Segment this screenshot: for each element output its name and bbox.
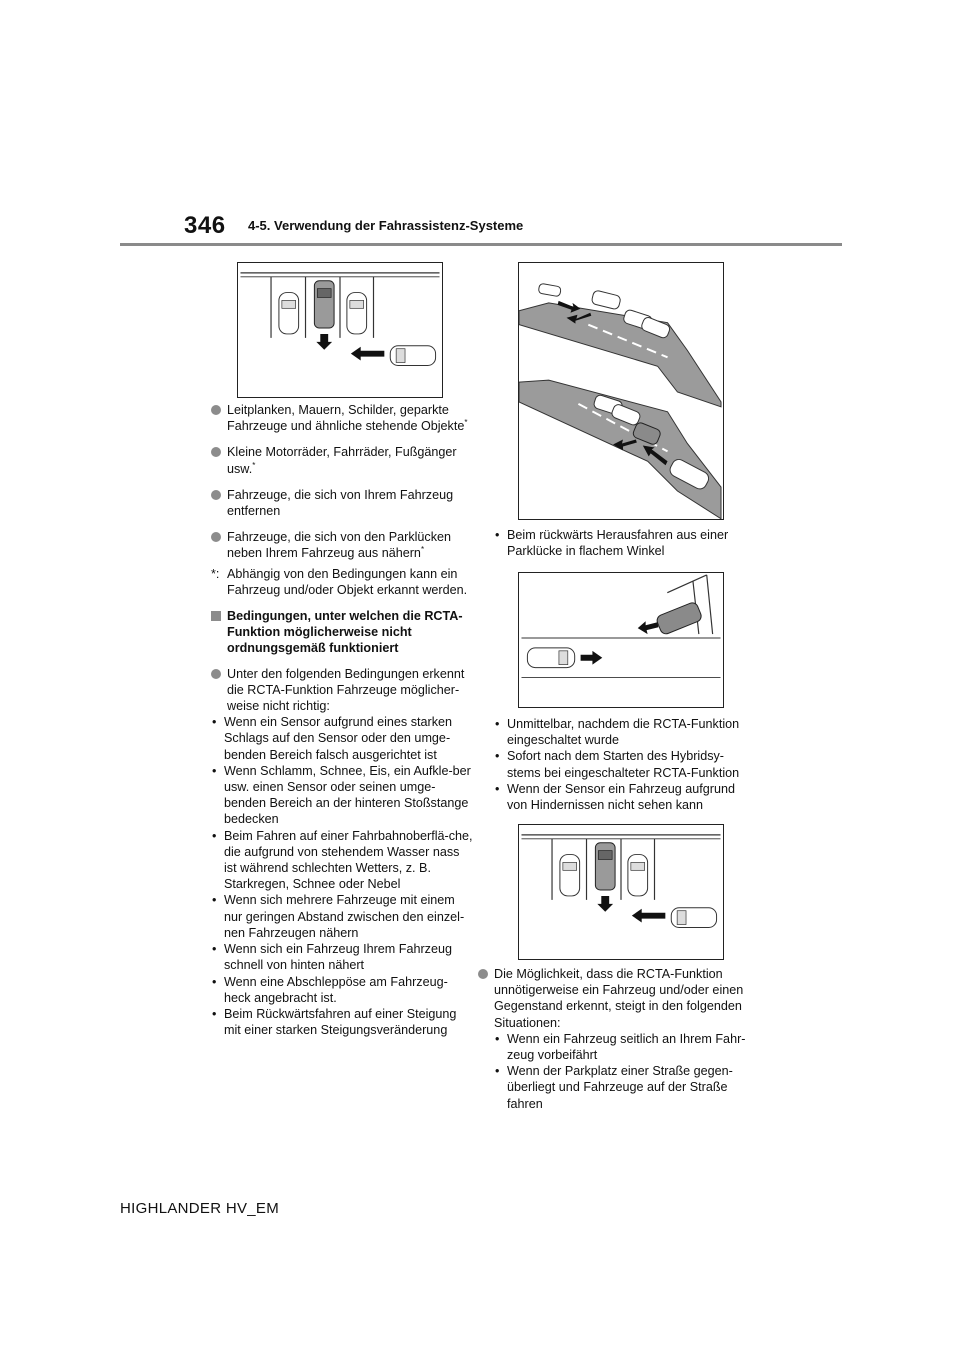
list-item: Unter den folgenden Bedingungen erkennt die RCTA-Funktion Fahrzeuge möglicher-weise nicht richtig: <box>211 666 473 715</box>
list-item: Leitplanken, Mauern, Schilder, geparkte Fahrzeuge und ähnliche stehende Objekte* <box>211 402 473 434</box>
list-item: Kleine Motorräder, Fahrräder, Fußgänger usw.* <box>211 444 473 476</box>
list-item: • Wenn der Sensor ein Fahrzeug aufgrund von Hindernissen nicht sehen kann <box>494 781 756 813</box>
bullet-icon <box>211 490 221 500</box>
list-item: • Beim Rückwärtsfahren auf einer Steigung mit einer starken Steigungsveränderung <box>211 1006 473 1038</box>
list-item: • Wenn eine Abschleppöse am Fahrzeug-heck angebracht ist. <box>211 974 473 1006</box>
list-item: • Beim Fahren auf einer Fahrbahnoberflä-che, die aufgrund von stehendem Wasser nass ist während schlechten Wetters, z. B. Starkregen, Schnee oder Nebel <box>211 828 473 893</box>
section-title: 4-5. Verwendung der Fahrassistenz-Systeme <box>248 218 524 233</box>
right-items-c <box>478 966 756 1112</box>
list-item: • Wenn sich mehrere Fahrzeuge mit einem nur geringen Abstand zwischen den einzel-nen Fahrzeugen nähern <box>211 892 473 941</box>
conditions-list <box>211 714 473 1038</box>
bullet-icon <box>211 669 221 679</box>
bullet-icon <box>211 532 221 542</box>
list-item: • Unmittelbar, nachdem die RCTA-Funktion eingeschaltet wurde <box>494 716 756 748</box>
heading-square-icon <box>211 611 221 621</box>
header-rule <box>120 243 842 246</box>
list-item: Fahrzeuge, die sich von Ihrem Fahrzeug entfernen <box>211 487 473 519</box>
right-items-b <box>494 716 756 813</box>
bullet-icon <box>211 405 221 415</box>
angled-parking-illustration <box>518 572 724 708</box>
list-item: • Wenn ein Fahrzeug seitlich an Ihrem Fahr-zeug vorbeifährt <box>494 1031 756 1063</box>
bullet-icon <box>478 969 488 979</box>
road-illustration-right <box>518 262 724 520</box>
list-item: • Wenn sich ein Fahrzeug Ihrem Fahrzeug schnell von hinten nähert <box>211 941 473 973</box>
footnote: *: Abhängig von den Bedingungen kann ein Fahrzeug und/oder Objekt erkannt werden. <box>211 566 468 597</box>
parking-illustration-left <box>237 262 443 398</box>
list-item: • Wenn Schlamm, Schnee, Eis, ein Aufkle-ber usw. einen Sensor oder seinen umge-benden Bereich an der hinteren Stoßstange bedecken <box>211 763 473 828</box>
list-item: Fahrzeuge, die sich von den Parklücken neben Ihrem Fahrzeug aus nähern* <box>211 529 473 561</box>
list-item: • Wenn der Parkplatz einer Straße gegen-überliegt und Fahrzeuge auf der Straße fahren <box>494 1063 756 1112</box>
parking-illustration-right <box>518 824 724 960</box>
list-item: • Beim rückwärts Herausfahren aus einer Parklücke in flachem Winkel <box>494 527 756 559</box>
list-item: • Wenn ein Sensor aufgrund eines starken Schlags auf den Sensor oder den umge-benden Bereich falsch ausgerichtet ist <box>211 714 473 763</box>
bullet-icon <box>211 447 221 457</box>
right-item-a <box>494 527 756 559</box>
section-heading: Bedingungen, unter welchen die RCTA-Funktion möglicherweise nicht ordnungsgemäß funktioniert <box>211 608 473 657</box>
list-item: • Sofort nach dem Starten des Hybridsy-stems bei eingeschalteter RCTA-Funktion <box>494 748 756 780</box>
page-number: 346 <box>184 212 226 239</box>
model-footer: HIGHLANDER HV_EM <box>120 1200 279 1217</box>
left-column <box>211 402 473 1038</box>
list-item: Die Möglichkeit, dass die RCTA-Funktion unnötigerweise ein Fahrzeug und/oder einen Gegenstand erkennt, steigt in den folgenden Situationen: <box>478 966 756 1031</box>
